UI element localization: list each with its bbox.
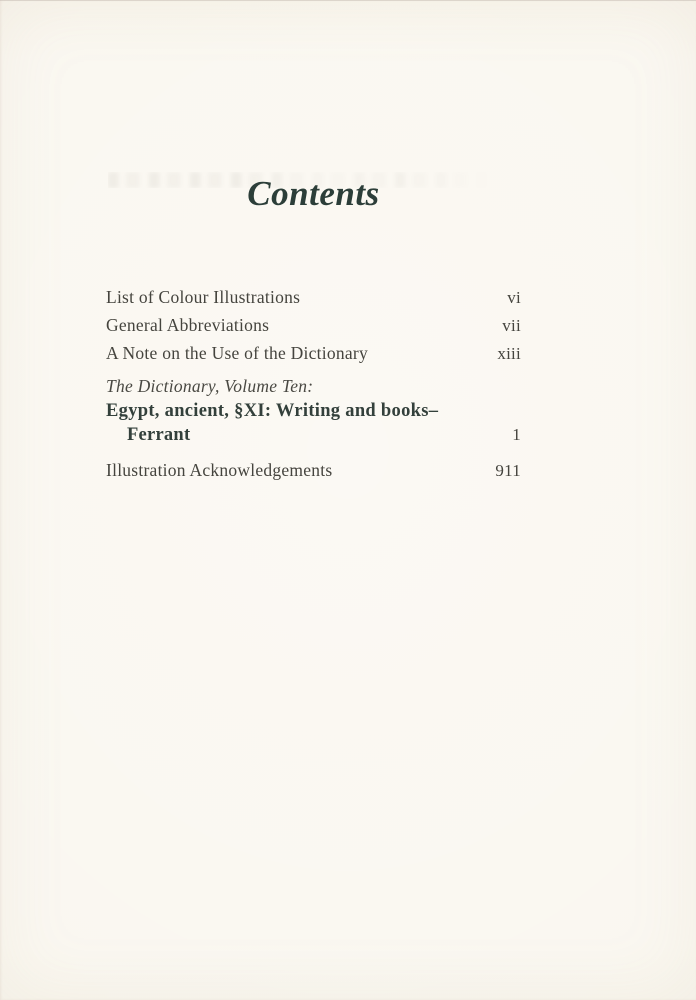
toc-entry-label: Ferrant [127,425,191,445]
toc-entry-dictionary-range-line1 [106,401,521,421]
toc-entry-page: vi [507,288,521,307]
toc-entry-volume-heading [106,377,521,396]
toc-entry-label: Illustration Acknowledgements [106,460,333,480]
toc-entry-label: Egypt, ancient, §XI: Writing and books– [106,401,439,421]
toc-entry-label: A Note on the Use of the Dictionary [106,343,368,363]
toc-entry [106,461,521,481]
toc-entry [106,316,521,336]
toc-entry-page: 1 [512,425,521,444]
toc-entry [106,344,521,364]
toc-entry-dictionary-range-line2 [106,425,521,445]
toc-entry-page: 911 [495,461,521,480]
toc-entry-label: General Abbreviations [106,315,270,335]
toc-entry-page: xiii [497,344,521,363]
page-title: Contents [247,174,380,213]
toc-entry-page: vii [502,316,521,335]
toc-entry [106,288,521,308]
toc-entry-label: List of Colour Illustrations [106,287,301,307]
toc-entry-label: The Dictionary, Volume Ten: [106,376,314,396]
